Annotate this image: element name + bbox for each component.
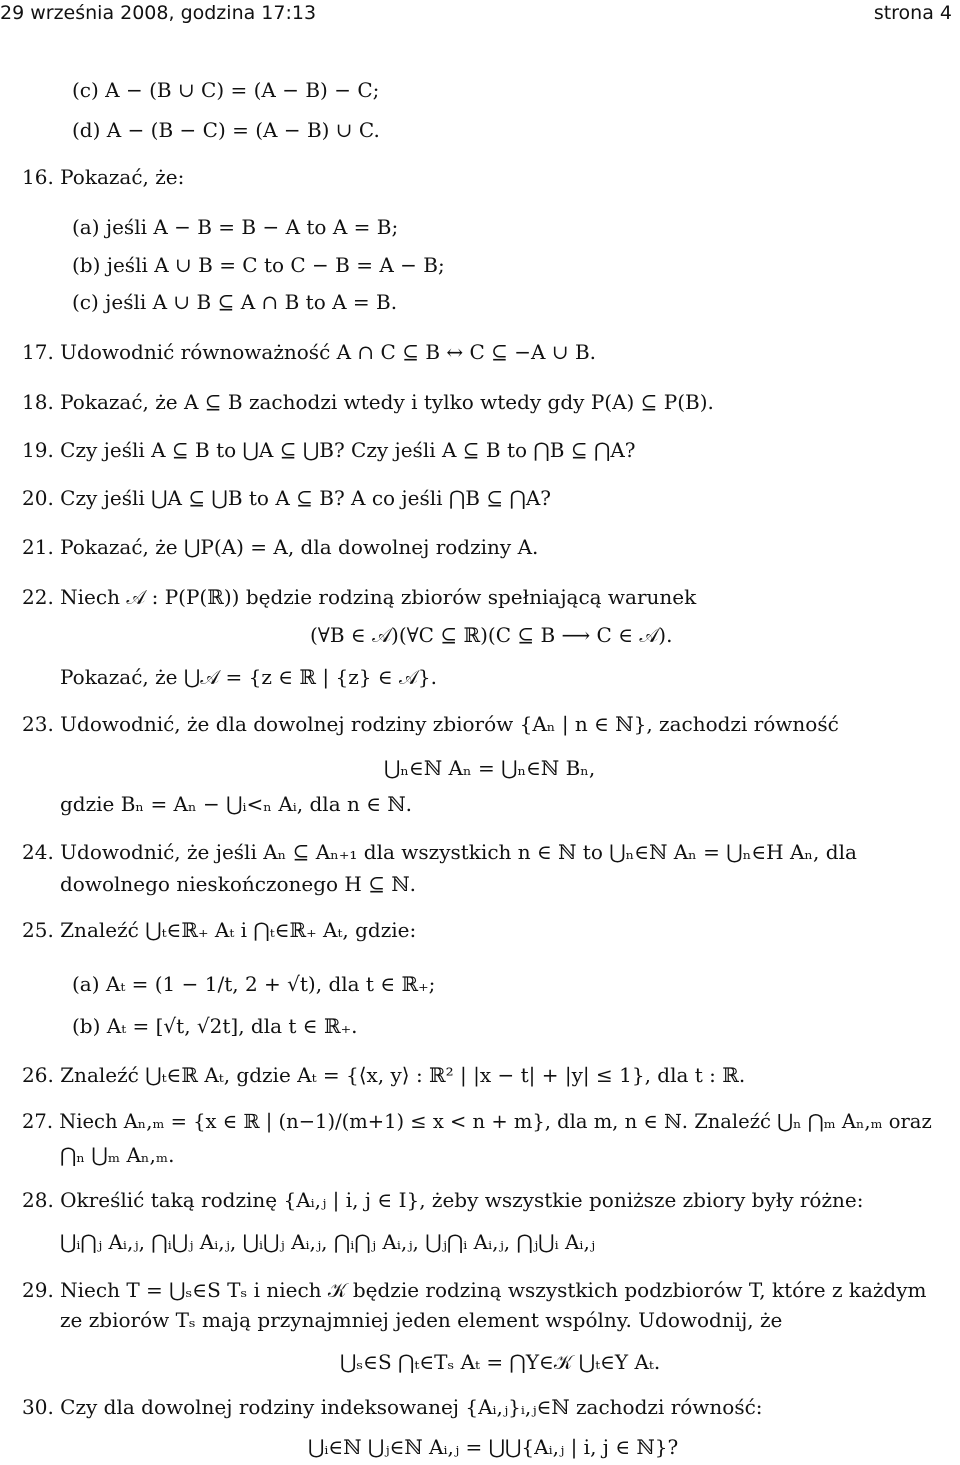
problem-28: 28. Określić taką rodzinę {Aᵢ,ⱼ | i, j ∈ I}, żeby wszystkie poniższe zbiory były różne:: [22, 1188, 864, 1212]
problem-17: 17. Udowodnić równoważność A ∩ C ⊆ B ↔ C ⊆ −A ∪ B.: [22, 340, 596, 364]
subitem-16a: (a) jeśli A − B = B − A to A = B;: [72, 215, 399, 239]
problem-24-cont: dowolnego nieskończonego H ⊆ ℕ.: [60, 872, 416, 896]
problem-23-definition: gdzie Bₙ = Aₙ − ⋃ᵢ<ₙ Aᵢ, dla n ∈ ℕ.: [60, 792, 413, 816]
problem-21: 21. Pokazać, że ⋃P(A) = A, dla dowolnej rodziny A.: [22, 535, 539, 559]
problem-27-cont: ⋂ₙ ⋃ₘ Aₙ,ₘ.: [60, 1143, 175, 1167]
subitem-16c: (c) jeśli A ∪ B ⊆ A ∩ B to A = B.: [72, 290, 398, 314]
problem-26: 26. Znaleźć ⋃ₜ∈ℝ Aₜ, gdzie Aₜ = {⟨x, y⟩ : ℝ² | |x − t| + |y| ≤ 1}, dla t : ℝ.: [22, 1063, 746, 1087]
problem-27: 27. Niech Aₙ,ₘ = {x ∈ ℝ | (n−1)/(m+1) ≤ x < n + m}, dla m, n ∈ ℕ. Znaleźć ⋃ₙ ⋂ₘ Aₙ,ₘ oraz: [22, 1110, 932, 1133]
problem-25: 25. Znaleźć ⋃ₜ∈ℝ₊ Aₜ i ⋂ₜ∈ℝ₊ Aₜ, gdzie:: [22, 918, 417, 942]
problem-29: 29. Niech T = ⋃ₛ∈S Tₛ i niech 𝒦 będzie rodziną wszystkich podzbiorów T, które z każdym: [22, 1278, 927, 1302]
problem-20: 20. Czy jeśli ⋃A ⊆ ⋃B to A ⊆ B? A co jeśli ⋂B ⊆ ⋂A?: [22, 486, 552, 510]
subitem-15c: (c) A − (B ∪ C) = (A − B) − C;: [72, 78, 380, 102]
problem-22: 22. Niech 𝒜 : P(P(ℝ)) będzie rodziną zbiorów spełniającą warunek: [22, 585, 697, 609]
problem-18: 18. Pokazać, że A ⊆ B zachodzi wtedy i tylko wtedy gdy P(A) ⊆ P(B).: [22, 390, 714, 414]
problem-24: 24. Udowodnić, że jeśli Aₙ ⊆ Aₙ₊₁ dla wszystkich n ∈ ℕ to ⋃ₙ∈ℕ Aₙ = ⋃ₙ∈H Aₙ, dla: [22, 840, 857, 864]
header-date: 29 września 2008, godzina 17:13: [0, 2, 317, 24]
problem-30: 30. Czy dla dowolnej rodziny indeksowanej {Aᵢ,ⱼ}ᵢ,ⱼ∈ℕ zachodzi równość:: [22, 1395, 763, 1419]
subitem-25b: (b) Aₜ = [√t, √2t], dla t ∈ ℝ₊.: [72, 1014, 358, 1038]
problem-28-sets: ⋃ᵢ⋂ⱼ Aᵢ,ⱼ, ⋂ᵢ⋃ⱼ Aᵢ,ⱼ, ⋃ᵢ⋃ⱼ Aᵢ,ⱼ, ⋂ᵢ⋂ⱼ Aᵢ,ⱼ, ⋃ⱼ⋂ᵢ Aᵢ,ⱼ, ⋂ⱼ⋃ᵢ Aᵢ,ⱼ: [60, 1230, 596, 1254]
problem-22-condition: (∀B ∈ 𝒜)(∀C ⊆ ℝ)(C ⊆ B ⟶ C ∈ 𝒜).: [310, 623, 673, 647]
problem-23-equation: ⋃ₙ∈ℕ Aₙ = ⋃ₙ∈ℕ Bₙ,: [384, 756, 596, 780]
subitem-25a: (a) Aₜ = (1 − 1/t, 2 + √t), dla t ∈ ℝ₊;: [72, 972, 436, 996]
problem-29-equation: ⋃ₛ∈S ⋂ₜ∈Tₛ Aₜ = ⋂Y∈𝒦 ⋃ₜ∈Y Aₜ.: [340, 1350, 661, 1374]
subitem-16b: (b) jeśli A ∪ B = C to C − B = A − B;: [72, 253, 445, 277]
problem-22-claim: Pokazać, że ⋃𝒜 = {z ∈ ℝ | {z} ∈ 𝒜}.: [60, 665, 438, 689]
problem-23: 23. Udowodnić, że dla dowolnej rodziny zbiorów {Aₙ | n ∈ ℕ}, zachodzi równość: [22, 712, 839, 736]
problem-29-cont: ze zbiorów Tₛ mają przynajmniej jeden element wspólny. Udowodnij, że: [60, 1308, 783, 1332]
problem-16: 16. Pokazać, że:: [22, 165, 185, 189]
header-page-number: strona 4: [873, 2, 952, 24]
subitem-15d: (d) A − (B − C) = (A − B) ∪ C.: [72, 118, 380, 142]
problem-30-equation: ⋃ᵢ∈ℕ ⋃ⱼ∈ℕ Aᵢ,ⱼ = ⋃⋃{Aᵢ,ⱼ | i, j ∈ ℕ}?: [308, 1435, 679, 1459]
problem-19: 19. Czy jeśli A ⊆ B to ⋃A ⊆ ⋃B? Czy jeśli A ⊆ B to ⋂B ⊆ ⋂A?: [22, 438, 636, 462]
